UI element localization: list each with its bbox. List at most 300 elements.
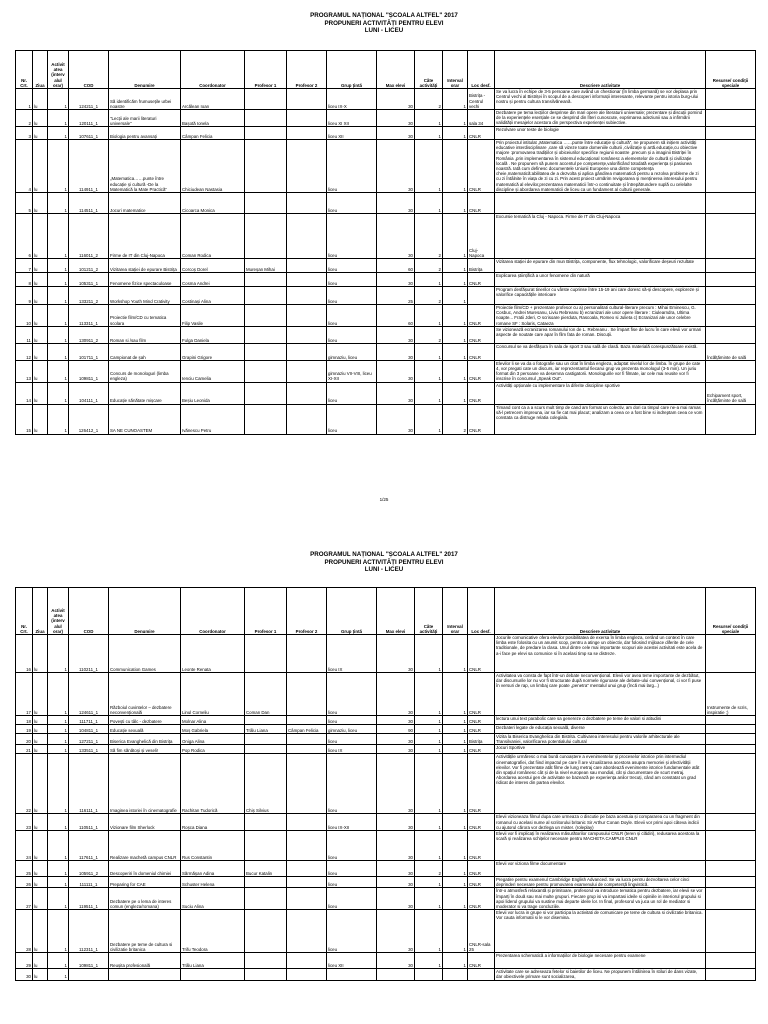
cell-profesor-2 <box>287 953 327 969</box>
cell-cod: 105311_1 <box>69 273 109 287</box>
table-row <box>16 969 756 980</box>
cell-activitatea: 1 <box>48 734 69 745</box>
cell-grup-tinta: liceu <box>327 673 377 716</box>
cell-nr-crt: 12 <box>16 343 33 360</box>
cell-profesor-1 <box>245 716 287 725</box>
cell-max-elevi: 60 <box>377 259 415 273</box>
table-row <box>16 754 756 814</box>
cell-descriere: lectura unui text parabolic care sa genereze o dezbatere pe teme de valori si atitudini <box>495 716 706 725</box>
column-header-grup-tinta: Grup țintă <box>327 588 377 635</box>
table-row <box>16 734 756 745</box>
cell-profesor-2 <box>287 716 327 725</box>
cell-descriere: Activitate care se adreseaza fetelor si baietilor de liceu. Ne propunem întâlnirea în stiluri de dans vizate, dar obiectivele primare sunt socializarea, <box>495 969 706 980</box>
column-header-descriere: Descriere activitate <box>495 588 706 635</box>
cell-denumire: Jocuri matematice <box>109 193 181 214</box>
cell-cate-activitati: 1 <box>415 382 443 404</box>
column-header-loc-desf: Loc desf. <box>468 588 495 635</box>
cell-ziua: lu <box>33 343 48 360</box>
cell-denumire: SA NE CUNOASTEM <box>109 404 181 434</box>
cell-denumire: Dezbatere pe o lema de interes comun (engleza/romana) <box>109 888 181 910</box>
column-header-profesor-2: Profesor 2 <box>287 588 327 635</box>
cell-loc-desf: CNLR <box>468 343 495 360</box>
cell-descriere: Elevii vizioneaza filmul dupa care urmeaza o discutie pe baza acestuia și compararea cu un fragment din romanul cu acelasi nume al scriitorului britanic Sir Arthur Conan Doyle. Elevii vor primi apoi câteva indicii cu ajutorul cărora vor dezlega un mister. (roleplay) <box>495 814 706 831</box>
cell-nr-crt: 3 <box>16 127 33 140</box>
cell-interval-orar: 1 <box>443 888 468 910</box>
cell-ziua: lu <box>33 287 48 305</box>
cell-profesor-1 <box>245 877 287 888</box>
cell-loc-desf: Bistrița <box>468 734 495 745</box>
cell-grup-tinta: liceu <box>327 716 377 725</box>
cell-loc-desf: CNLR <box>468 305 495 327</box>
cell-profesor-2 <box>287 814 327 831</box>
cell-max-elevi: 90 <box>377 725 415 734</box>
cell-cod: 116111_1 <box>69 754 109 814</box>
cell-profesor-2 <box>287 404 327 434</box>
cell-resurse <box>706 814 756 831</box>
cell-ziua: lu <box>33 910 48 953</box>
cell-denumire: Descoperiri în domeniul chimiei <box>109 861 181 877</box>
cell-ziua: lu <box>33 969 48 980</box>
cell-interval-orar: 1 <box>443 716 468 725</box>
cell-profesor-1 <box>245 969 287 980</box>
cell-descriere: Se va lucra în echipe de 3-5 persoane care având un chestionar (în limba germană) se vor deplasa prin Centrul vechi al Bistriței în scopul de a descoperi informații interesante, relevante pentru istoria burg-ului nostru și pentru cultura transilvăneană. <box>495 89 706 110</box>
cell-cod <box>69 969 109 980</box>
cell-loc-desf: CNLR <box>468 635 495 673</box>
table-row <box>16 127 756 140</box>
cell-max-elevi: 30 <box>377 754 415 814</box>
cell-loc-desf: CNLR <box>468 360 495 382</box>
cell-nr-crt: 9 <box>16 287 33 305</box>
cell-profesor-1 <box>245 831 287 861</box>
cell-activitatea: 1 <box>48 326 69 343</box>
cell-ziua: lu <box>33 734 48 745</box>
cell-coordonator: Trifu Teodora <box>181 910 245 953</box>
cell-coordonator: Sărmășan Adina <box>181 861 245 877</box>
table-row <box>16 831 756 861</box>
cell-cod: 117611_1 <box>69 831 109 861</box>
cell-max-elevi: 30 <box>377 89 415 110</box>
cell-resurse <box>706 273 756 287</box>
cell-denumire: Concurs de monologuri (limba engleza) <box>109 360 181 382</box>
table-header-row <box>16 51 756 89</box>
table-row <box>16 360 756 382</box>
cell-descriere: Elevii vor fi implicați în realizarea măsurătorilor campusului CNLR (teren și clădiri), redusarea acestora la scară și realizarea schițelor necesare pentru MACHETA CAMPUS CNLR <box>495 831 706 861</box>
cell-max-elevi: 30 <box>377 861 415 877</box>
cell-cod: 130911_2 <box>69 326 109 343</box>
cell-cod: 133211_2 <box>69 287 109 305</box>
cell-cod: 126412_1 <box>69 404 109 434</box>
table-row <box>16 725 756 734</box>
cell-activitatea: 1 <box>48 745 69 754</box>
cell-nr-crt: 27 <box>16 888 33 910</box>
cell-ziua: lu <box>33 673 48 716</box>
cell-resurse <box>706 326 756 343</box>
cell-cate-activitati: 2 <box>415 214 443 259</box>
cell-denumire: Fenomene fizice spectaculoase <box>109 273 181 287</box>
table-row <box>16 877 756 888</box>
table-row <box>16 635 756 673</box>
cell-nr-crt: 23 <box>16 814 33 831</box>
cell-grup-tinta: liceu IX <box>327 635 377 673</box>
cell-cate-activitati: 1 <box>415 140 443 193</box>
cell-denumire: Biologia pentru avansați <box>109 127 181 140</box>
cell-descriere: Activități opționale cu implementare la diferite discipline sportive <box>495 382 706 404</box>
cell-max-elevi: 30 <box>377 382 415 404</box>
cell-coordonator: Pop Rodica <box>181 745 245 754</box>
cell-activitatea: 1 <box>48 287 69 305</box>
table-row <box>16 382 756 404</box>
cell-ziua: lu <box>33 716 48 725</box>
cell-profesor-1 <box>245 273 287 287</box>
cell-cate-activitati: 2 <box>415 326 443 343</box>
cell-ziua: lu <box>33 360 48 382</box>
cell-coordonator: Bașotă Ionela <box>181 110 245 127</box>
column-header-interval-orar: Interval orar <box>443 51 468 89</box>
cell-cate-activitati: 2 <box>415 287 443 305</box>
cell-grup-tinta: liceu <box>327 877 377 888</box>
cell-profesor-2: Câmpan Felicia <box>287 725 327 734</box>
cell-profesor-1 <box>245 404 287 434</box>
cell-denumire: Educație sexuală <box>109 725 181 734</box>
table-body-page-2 <box>16 635 756 981</box>
cell-activitatea: 1 <box>48 273 69 287</box>
cell-nr-crt: 22 <box>16 754 33 814</box>
cell-interval-orar: 1 <box>443 953 468 969</box>
cell-coordonator: Beșiu Leonida <box>181 382 245 404</box>
cell-activitatea: 1 <box>48 716 69 725</box>
cell-profesor-1: Chiș Silvius <box>245 754 287 814</box>
cell-loc-desf: CNLR <box>468 127 495 140</box>
cell-resurse <box>706 214 756 259</box>
cell-profesor-1 <box>245 110 287 127</box>
cell-profesor-1 <box>245 910 287 953</box>
cell-interval-orar: 1 <box>443 110 468 127</box>
cell-coordonator: Filip Vasile <box>181 305 245 327</box>
cell-descriere: Program desfășurat tinerilor cu vârste cuprinse între 15-19 ani care doresc să-și descopere, exploreze și valorifice capacitățile interioare <box>495 287 706 305</box>
cell-coordonator: Trâlu Liana <box>181 953 245 969</box>
cell-interval-orar: 1 <box>443 127 468 140</box>
cell-profesor-2 <box>287 287 327 305</box>
cell-descriere: Explicarea științifică a unor fenomene din natură <box>495 273 706 287</box>
cell-resurse <box>706 305 756 327</box>
cell-loc-desf: CNLR <box>468 725 495 734</box>
cell-coordonator: Ienciu Camelia <box>181 360 245 382</box>
column-header-cate-activitati: Câte activități <box>415 588 443 635</box>
table-row <box>16 214 756 259</box>
cell-ziua: lu <box>33 404 48 434</box>
cell-profesor-1 <box>245 287 287 305</box>
table-row <box>16 287 756 305</box>
cell-denumire: Roman si /sau film <box>109 326 181 343</box>
cell-profesor-2 <box>287 110 327 127</box>
cell-grup-tinta: gimnaziu VII-VIII, liceu XI-XII <box>327 360 377 382</box>
cell-max-elevi: 30 <box>377 831 415 861</box>
cell-nr-crt: 29 <box>16 953 33 969</box>
cell-cate-activitati: 1 <box>415 831 443 861</box>
cell-coordonator: Chiciudean Nastasia <box>181 140 245 193</box>
cell-resurse <box>706 140 756 193</box>
cell-nr-crt: 25 <box>16 861 33 877</box>
cell-descriere: Elevilor li se va da o fotografie sau un citat în limba engleza, adaptat nivelul lor de limba. În grupe de cate 4, vor pregati cate un discurs, iar reprezentantul fiecarui grup va prezenta monologul (3-5 min). Un juriu format din 3 persoane va desemna castigatorii. Monologurile vor fi filmate, iar cele mai reusite vor fi inscrise în concursul „Speak Out”. <box>495 360 706 382</box>
cell-resurse <box>706 89 756 110</box>
column-header-nr-crt: Nr. Crt. <box>16 588 33 635</box>
cell-profesor-2 <box>287 861 327 877</box>
cell-profesor-1: Bucur Katalin <box>245 861 287 877</box>
cell-resurse <box>706 127 756 140</box>
cell-loc-desf: CNLR <box>468 673 495 716</box>
cell-nr-crt: 20 <box>16 734 33 745</box>
cell-grup-tinta: liceu <box>327 214 377 259</box>
cell-max-elevi: 30 <box>377 404 415 434</box>
column-header-loc-desf: Loc desf. <box>468 51 495 89</box>
cell-grup-tinta: liceu <box>327 273 377 287</box>
activities-table-page-1 <box>15 50 756 435</box>
cell-max-elevi: 30 <box>377 910 415 953</box>
cell-max-elevi: 30 <box>377 360 415 382</box>
cell-profesor-1 <box>245 140 287 193</box>
cell-profesor-1 <box>245 89 287 110</box>
cell-ziua: lu <box>33 259 48 273</box>
cell-interval-orar: 1 <box>443 673 468 716</box>
cell-descriere: Proiectie film/CD + prezentare profesor cu a) personalitati cultural-literare precum : Mihai Eminescu, G. Cosbuc, Andrei Muresanu, Liviu Rebreanu b) ecranizari ale unor opere literare : Ciulearndra, Ultima noapte... Fratii Jderi, O scrisoare pierduta, Rascoala, Romeo si Julieta c) Ecranizari ale unor celebre romane SF : Solaris, Cataeza <box>495 305 706 327</box>
cell-cate-activitati <box>415 969 443 980</box>
cell-denumire: Vizionare film Sherlock <box>109 814 181 831</box>
cell-loc-desf: CNLR <box>468 716 495 725</box>
column-header-interval-orar: Interval orar <box>443 588 468 635</box>
cell-loc-desf: Bistrița <box>468 259 495 273</box>
cell-ziua: lu <box>33 953 48 969</box>
cell-max-elevi: 30 <box>377 953 415 969</box>
cell-resurse <box>706 110 756 127</box>
cell-activitatea: 1 <box>48 910 69 953</box>
cell-interval-orar: 1 <box>443 725 468 734</box>
column-header-profesor-1: Profesor 1 <box>245 51 287 89</box>
cell-interval-orar: 1 <box>443 360 468 382</box>
cell-descriere: Timand cont ca a a scurs mult timp de cand am format un colectiv, am dori ca timpul care ne-a mai ramas să-l petrecem impreuna, iar sa fie cat mai placut; analizam a ceea ce a fost bine si indreptam ceea ce vom constata ca distruge relatia colegiala. <box>495 404 706 434</box>
cell-max-elevi: 30 <box>377 888 415 910</box>
cell-cate-activitati: 1 <box>415 673 443 716</box>
cell-cod: 133511_1 <box>69 745 109 754</box>
cell-profesor-1: Mureșan Mihai <box>245 259 287 273</box>
column-header-coordonator: Coordonator <box>181 51 245 89</box>
cell-profesor-2 <box>287 326 327 343</box>
cell-denumire: Să identificăm frumusețile urbei noastre <box>109 89 181 110</box>
cell-profesor-2 <box>287 734 327 745</box>
cell-nr-crt: 28 <box>16 910 33 953</box>
cell-cod: 120111_1 <box>69 110 109 127</box>
cell-loc-desf: CNLR <box>468 193 495 214</box>
cell-cate-activitati: 1 <box>415 404 443 434</box>
title-line-3: LUNI - LICEU <box>364 27 404 34</box>
table-row <box>16 259 756 273</box>
cell-ziua: lu <box>33 127 48 140</box>
title-line-1: PROGRAMUL NAȚIONAL "ȘCOALA ALTFEL" 2017 <box>310 12 458 19</box>
cell-ziua: lu <box>33 214 48 259</box>
cell-nr-crt: 5 <box>16 193 33 214</box>
cell-max-elevi: 30 <box>377 110 415 127</box>
cell-activitatea: 1 <box>48 754 69 814</box>
cell-grup-tinta: liceu <box>327 754 377 814</box>
cell-denumire: "Lecții ale marii literaturi universale" <box>109 110 181 127</box>
cell-profesor-2 <box>287 382 327 404</box>
cell-grup-tinta: liceu IX-X <box>327 89 377 110</box>
page-2 <box>0 512 768 1024</box>
cell-ziua: lu <box>33 861 48 877</box>
page-footer: 1/25 <box>379 497 389 502</box>
cell-coordonator: Oniga Alina <box>181 734 245 745</box>
cell-resurse <box>706 635 756 673</box>
cell-max-elevi: 30 <box>377 745 415 754</box>
cell-ziua: lu <box>33 745 48 754</box>
cell-nr-crt: 15 <box>16 404 33 434</box>
cell-interval-orar: 2 <box>443 404 468 434</box>
cell-profesor-2 <box>287 259 327 273</box>
cell-grup-tinta: liceu <box>327 259 377 273</box>
cell-profesor-1 <box>245 343 287 360</box>
cell-cate-activitati: 1 <box>415 725 443 734</box>
cell-grup-tinta: liceu <box>327 326 377 343</box>
cell-activitatea: 1 <box>48 382 69 404</box>
cell-cod: 124611_1 <box>69 673 109 716</box>
cell-resurse <box>706 745 756 754</box>
cell-max-elevi: 30 <box>377 214 415 259</box>
cell-cod: 109811_1 <box>69 360 109 382</box>
cell-loc-desf: CNLR <box>468 382 495 404</box>
cell-grup-tinta: liceu <box>327 305 377 327</box>
cell-resurse <box>706 734 756 745</box>
cell-interval-orar: 1 <box>443 754 468 814</box>
cell-max-elevi: 30 <box>377 673 415 716</box>
cell-descriere: Se vizionează ecranizarea romanului Ion de L. Rebreanu . Se împart fise de lucru în care elevii vor urmari aspecte de noutate care apar în film fata de roman. Discuții. <box>495 326 706 343</box>
cell-cate-activitati: 2 <box>415 861 443 877</box>
table-row <box>16 861 756 877</box>
cell-interval-orar: 1 <box>443 635 468 673</box>
cell-cod: 114511_1 <box>69 193 109 214</box>
cell-descriere: Prezentarea schematică a informațiilor de biologie necesare pentru examene <box>495 953 706 969</box>
cell-descriere: Activitatea va consta de fapt într-un debate neconvențional. Elevii vor avea teme importante de dezbătut, dar discursurile lor nu vor fi structurate după normele riguroase ale debate-ului convențional, ci vor fi puse în versuri de rap, un limbaj care poate „penetra” mentalul unui grup (încă mai larg...) <box>495 673 706 716</box>
cell-max-elevi: 25 <box>377 287 415 305</box>
table-row <box>16 343 756 360</box>
cell-interval-orar <box>443 969 468 980</box>
column-header-ziua: Ziua <box>33 588 48 635</box>
table-body-page-1 <box>16 89 756 435</box>
cell-interval-orar: 1 <box>443 326 468 343</box>
cell-resurse <box>706 754 756 814</box>
cell-denumire: Proiectie film/CD cu tematica scolara <box>109 305 181 327</box>
cell-cod: 101211_2 <box>69 259 109 273</box>
cell-max-elevi: 30 <box>377 193 415 214</box>
cell-activitatea: 1 <box>48 343 69 360</box>
cell-profesor-1 <box>245 214 287 259</box>
table-row <box>16 305 756 327</box>
cell-cate-activitati: 1 <box>415 814 443 831</box>
cell-profesor-1 <box>245 635 287 673</box>
cell-nr-crt: 10 <box>16 305 33 327</box>
column-header-profesor-1: Profesor 1 <box>245 588 287 635</box>
cell-max-elevi: 30 <box>377 734 415 745</box>
cell-profesor-2 <box>287 673 327 716</box>
cell-interval-orar: 1 <box>443 193 468 214</box>
cell-max-elevi: 30 <box>377 127 415 140</box>
cell-denumire: Communication Games <box>109 635 181 673</box>
cell-descriere: Dezbatere pe tema lecțiilor desprinse din mari opere ale literaturii universale; prezentare și discuții pornind de la experiențele esențiale ce se desprind din lîteri cunoscute, exprimarea adeziunii sau a infirmării validității mesajelor acestora din perspectiva experienței subiective. <box>495 110 706 127</box>
cell-cod: 105911_2 <box>69 861 109 877</box>
cell-profesor-1 <box>245 193 287 214</box>
cell-loc-desf: CNLR <box>468 877 495 888</box>
column-header-denumire: Denumire <box>109 51 181 89</box>
cell-loc-desf: sala 34 <box>468 110 495 127</box>
cell-profesor-2 <box>287 877 327 888</box>
table-row <box>16 110 756 127</box>
cell-interval-orar: 1 <box>443 259 468 273</box>
cell-interval-orar: 1 <box>443 910 468 953</box>
cell-max-elevi <box>377 969 415 980</box>
cell-nr-crt: 1 <box>16 89 33 110</box>
cell-grup-tinta: gimnaziu, liceu <box>327 343 377 360</box>
cell-cod: 101711_1 <box>69 343 109 360</box>
cell-coordonator: Câmpan Felicia <box>181 127 245 140</box>
cell-resurse <box>706 404 756 434</box>
cell-ziua: lu <box>33 140 48 193</box>
cell-descriere: Excursie tematică la Cluj - Napoca. Firme de IT din Cluj-Napoca <box>495 214 706 259</box>
cell-profesor-2 <box>287 969 327 980</box>
cell-cate-activitati: 1 <box>415 877 443 888</box>
cell-coordonator: Rachitan Tudorică <box>181 754 245 814</box>
cell-denumire: Realizare machetă campus CNLR <box>109 831 181 861</box>
cell-resurse <box>706 287 756 305</box>
cell-cate-activitati: 1 <box>415 754 443 814</box>
table-row <box>16 910 756 953</box>
cell-cate-activitati: 2 <box>415 259 443 273</box>
cell-grup-tinta: liceu XI XII <box>327 110 377 127</box>
column-header-max-elevi: Max elevi <box>377 588 415 635</box>
cell-descriere: Elevii vor lucra in grupe si vor participa la activitati de comunicare pe teme de cultura si civilizatie britanica. Vor cauta informatii si le vor disemina. <box>495 910 706 953</box>
cell-loc-desf: CNLR <box>468 754 495 814</box>
cell-profesor-2 <box>287 89 327 110</box>
table-row <box>16 193 756 214</box>
cell-loc-desf: CNLR <box>468 888 495 910</box>
cell-grup-tinta: liceu <box>327 382 377 404</box>
cell-grup-tinta: liceu IX <box>327 745 377 754</box>
cell-cod: 109811_1 <box>69 953 109 969</box>
cell-nr-crt: 18 <box>16 716 33 725</box>
cell-interval-orar: 1 <box>443 343 468 360</box>
cell-resurse <box>706 969 756 980</box>
cell-cate-activitati: 1 <box>415 745 443 754</box>
cell-ziua: lu <box>33 635 48 673</box>
cell-coordonator: Molnar Alina <box>181 716 245 725</box>
cell-grup-tinta: liceu <box>327 193 377 214</box>
cell-resurse: Instrumente de scris, inspiratie ;) <box>706 673 756 716</box>
cell-max-elevi: 30 <box>377 635 415 673</box>
cell-profesor-1 <box>245 888 287 910</box>
cell-cod: 112311_1 <box>69 910 109 953</box>
cell-profesor-2 <box>287 193 327 214</box>
cell-nr-crt: 30 <box>16 969 33 980</box>
cell-ziua: lu <box>33 89 48 110</box>
cell-descriere: Jocurile comunicative ofera elevilor posibilitatea de exersa în limba engleza, cerând un context în care limba este folosita cu un anumit scop, pentru a atinge un obiectiv, dar folosind mijloace diferite de cele traditionale, de predare la clasa. Unul dintre cele mai importante scopuri ale acestei activitati este acela de a-i face pe elevi sa comunice si în acelasi timp sa se distreze. <box>495 635 706 673</box>
cell-cod: 127211_1 <box>69 734 109 745</box>
cell-profesor-2 <box>287 754 327 814</box>
title-line-3: LUNI - LICEU <box>364 566 404 573</box>
cell-grup-tinta: liceu <box>327 831 377 861</box>
column-header-coordonator: Coordonator <box>181 588 245 635</box>
column-header-resurse: Resurse/ condiții speciale <box>706 51 756 89</box>
cell-grup-tinta: liceu <box>327 734 377 745</box>
table-row <box>16 745 756 754</box>
cell-denumire: Povești cu tâlc - dezbatere <box>109 716 181 725</box>
cell-resurse: Echipament sport, încălțăminte de sală <box>706 382 756 404</box>
